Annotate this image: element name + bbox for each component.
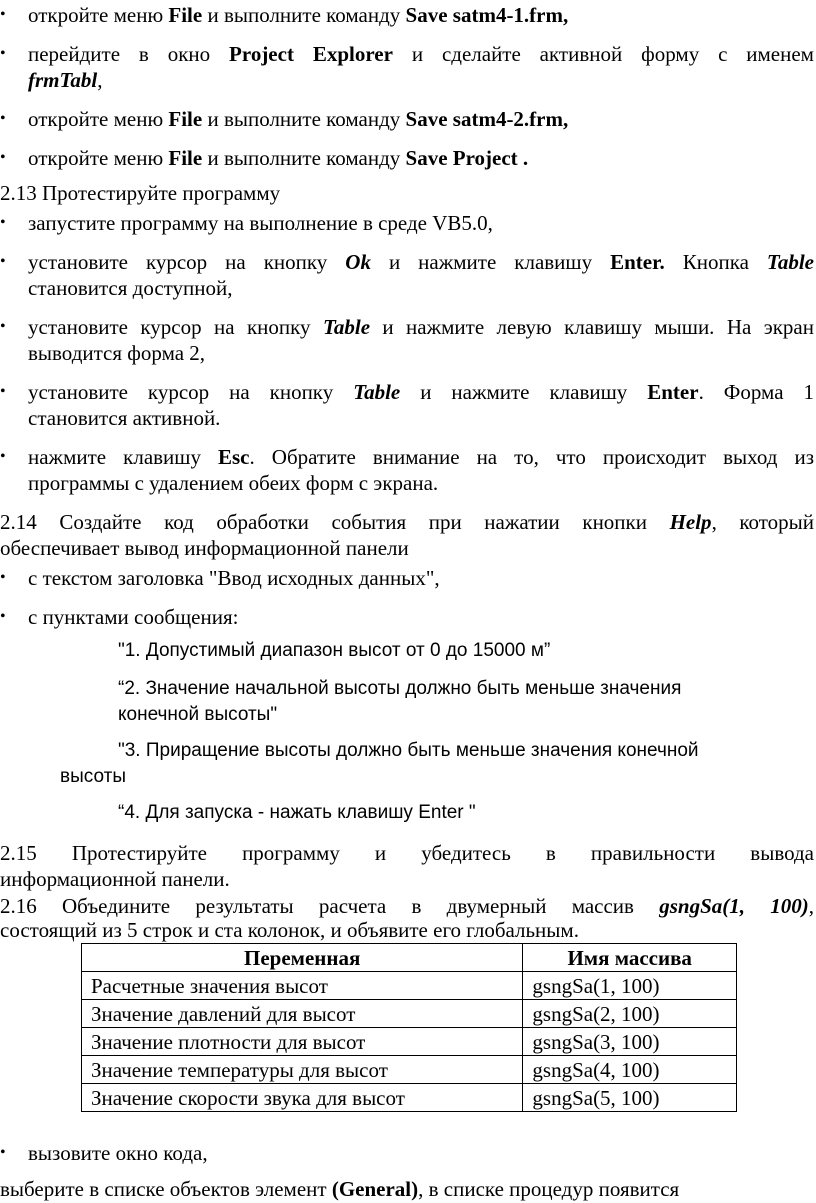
bullet-icon: • [0,318,6,335]
table-cell: Значение скорости звука для высот [82,1084,523,1112]
text: и выполните команду [202,146,406,170]
text: и выполните команду [202,3,406,27]
bullet-item-cont: программы с удалением обеих форм с экрана. [28,471,439,495]
text: перейдите в окно [28,42,230,66]
bullet-item [28,41,814,67]
form-name: frmTabl [28,68,98,92]
bullet-item-cont: становится доступной, [28,276,233,300]
command-name: Save satm4-2.frm, [405,107,569,131]
message-line: “2. Значение начальной высоты должно быть меньше значения [118,678,682,699]
column-header: Имя массива [523,944,737,972]
message-line: конечной высоты" [118,704,278,725]
table-cell: gsngSa(1, 100) [523,972,737,1000]
text: откройте меню [28,3,169,27]
menu-name: File [168,146,203,170]
bullet-item: запустите программу на выполнение в среде VB5.0, [28,211,493,235]
text: 2.14 Создайте код обработки события при нажатии кнопки [0,510,670,534]
text: 2.16 Объедините результаты расчета в двумерный массив [0,894,660,918]
table-row [82,972,737,1000]
bullet-icon: • [0,149,6,166]
bullet-item-cont: становится активной. [28,406,221,430]
section-heading [0,509,814,535]
command-name: Save Project . [405,146,529,170]
message-line: высоты [60,766,126,787]
button-name: Ok [345,250,371,274]
table-header-row [82,944,737,972]
table-row [82,1056,737,1084]
text: откройте меню [28,107,169,131]
bullet-item: с текстом заголовка "Ввод исходных данных", [28,566,440,590]
bullet-item [28,106,568,132]
text: установите курсор на кнопку [28,315,323,339]
text: , [97,68,103,92]
text: установите курсор на кнопку [28,380,354,404]
bullet-item-cont: выводится форма 2, [28,341,206,365]
element-name: (General) [331,1177,419,1201]
bullet-icon: • [0,253,6,270]
table-cell: Значение плотности для высот [82,1028,523,1056]
table-row [82,1000,737,1028]
section-text: состоящий из 5 строк и ста колонок, и объявите его глобальным. [0,918,579,942]
text: установите курсор на кнопку [28,250,346,274]
button-name: Help [669,510,712,534]
bullet-icon: • [0,45,6,62]
section-text: информационной панели. [0,867,230,891]
bullet-item-cont [28,67,102,93]
table-cell: gsngSa(5, 100) [523,1084,737,1112]
text: , который [711,510,814,534]
table-cell: gsngSa(2, 100) [523,1000,737,1028]
bullet-item [28,249,814,275]
table-cell: gsngSa(3, 100) [523,1028,737,1056]
column-header: Переменная [82,944,523,972]
key-name: Esc [218,445,250,469]
bullet-icon: • [0,608,6,625]
array-name: gsngSa(1, 100) [659,894,809,918]
bullet-icon: • [0,110,6,127]
bullet-icon: • [0,383,6,400]
text: и сделайте активной форму с именем [392,42,814,66]
body-line [0,1176,679,1202]
text: . Обратите внимание на то, что происходит выход из [249,445,814,469]
bullet-item [28,2,568,28]
bullet-icon: • [0,448,6,465]
table-row [82,1028,737,1056]
button-name: Table [322,315,371,339]
text: нажмите клавишу [28,445,218,469]
text: и нажмите левую клавишу мыши. На экран [370,315,814,339]
section-text: обеспечивает вывод информационной панели [0,536,409,560]
message-line: "1. Допустимый диапазон высот от 0 до 15000 м” [118,640,551,661]
button-name: Table [353,380,401,404]
section-heading [0,893,814,919]
text: и нажмите клавишу [370,250,611,274]
bullet-item [28,314,814,340]
message-line: "3. Приращение высоты должно быть меньше значения конечной [118,740,699,761]
section-heading: 2.15 Протестируйте программу и убедитесь в правильности вывода [0,841,814,865]
window-name: Project Explorer [229,42,393,66]
text: и нажмите клавишу [400,380,648,404]
text: , [808,894,814,918]
key-name: Enter. [610,250,665,274]
text: . Форма 1 [698,380,814,404]
text: выберите в списке объектов элемент [0,1177,332,1201]
key-name: Enter [647,380,699,404]
table-cell: Расчетные значения высот [82,972,523,1000]
bullet-item [28,444,814,470]
table-cell: Значение давлений для высот [82,1000,523,1028]
table-row [82,1084,737,1112]
bullet-icon: • [0,569,6,586]
section-heading: 2.13 Протестируйте программу [0,181,281,205]
bullet-icon: • [0,6,6,23]
button-name: Table [766,250,814,274]
message-line: “4. Для запуска - нажать клавишу Enter " [118,802,476,823]
text: откройте меню [28,146,169,170]
bullet-icon: • [0,1144,6,1161]
table-cell: gsngSa(4, 100) [523,1056,737,1084]
bullet-item [28,379,814,405]
text: , в списке процедур появится [418,1177,680,1201]
bullet-item: с пунктами сообщения: [28,605,239,629]
menu-name: File [168,3,203,27]
text: и выполните команду [202,107,406,131]
menu-name: File [168,107,203,131]
variables-table [81,943,737,1112]
bullet-item [28,145,528,171]
text: Кнопка [664,250,767,274]
bullet-item: вызовите окно кода, [28,1141,208,1165]
table-cell: Значение температуры для высот [82,1056,523,1084]
bullet-icon: • [0,214,6,231]
command-name: Save satm4-1.frm, [405,3,569,27]
